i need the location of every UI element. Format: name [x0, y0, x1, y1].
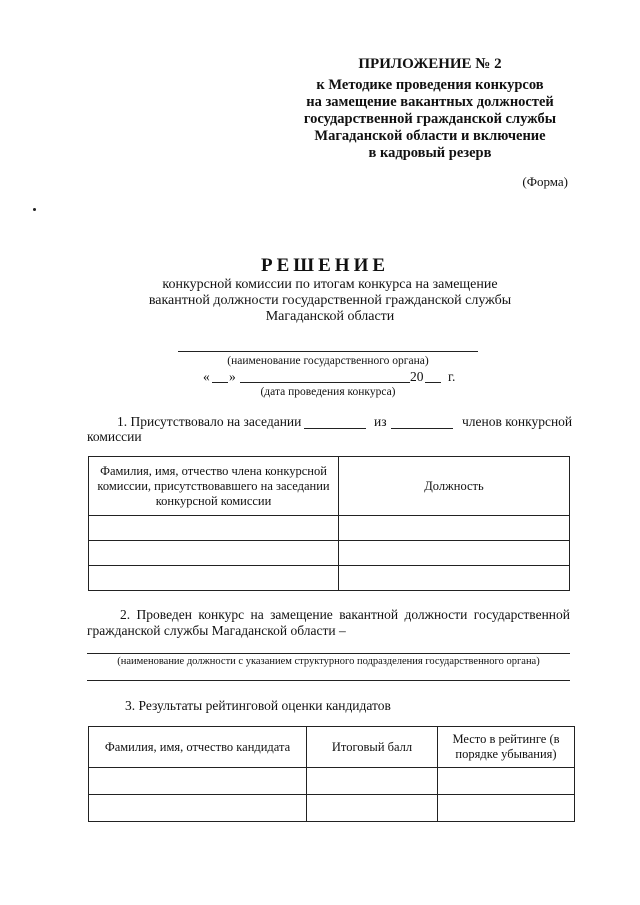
org-caption: (наименование государственного органа) — [227, 355, 429, 367]
date-day-line[interactable] — [212, 382, 228, 383]
position-name-line-2[interactable] — [87, 680, 570, 681]
present-count-line[interactable] — [304, 428, 366, 429]
candidates-rating-table — [88, 726, 575, 822]
section1-text-end: членов конкурсной — [462, 414, 573, 429]
table-cell[interactable] — [89, 795, 307, 822]
table-cell[interactable] — [89, 541, 339, 566]
date-year-prefix: 20 — [410, 369, 424, 384]
position-caption: (наименование должности с указанием структурного подразделения государственного органа) — [117, 656, 540, 667]
appendix-block — [300, 56, 560, 162]
table-cell[interactable] — [89, 566, 339, 591]
header-rating-place: Место в рейтинге (в порядке убывания) — [438, 727, 575, 768]
scan-dot — [33, 208, 36, 211]
table-cell[interactable] — [89, 768, 307, 795]
date-close-quote: » — [229, 369, 236, 384]
date-year-line[interactable] — [425, 382, 441, 383]
header-position: Должность — [339, 457, 570, 516]
form-label: (Форма) — [522, 174, 568, 189]
document-subtitle — [100, 277, 560, 325]
table-header-row — [89, 727, 575, 768]
section2-line1: 2. Проведен конкурс на замещение вакантной должности государственной — [120, 607, 570, 622]
table-cell[interactable] — [307, 795, 438, 822]
header-total-score: Итоговый балл — [307, 727, 438, 768]
header-candidate-name: Фамилия, имя, отчество кандидата — [89, 727, 307, 768]
date-year-suffix: г. — [448, 369, 456, 384]
section1-text-mid: из — [374, 414, 387, 429]
table-header-row — [89, 457, 570, 516]
total-count-line[interactable] — [391, 428, 453, 429]
appendix-line: к Методике проведения конкурсов — [316, 77, 544, 93]
document-title: РЕШЕНИЕ — [260, 255, 390, 276]
table-cell[interactable] — [438, 795, 575, 822]
appendix-line: в кадровый резерв — [368, 145, 492, 161]
date-open-quote: « — [203, 369, 210, 384]
table-cell[interactable] — [339, 541, 570, 566]
position-name-line[interactable] — [87, 653, 570, 654]
appendix-line: государственной гражданской службы — [303, 111, 557, 127]
subtitle-line: Магаданской области — [265, 309, 395, 324]
date-month-line[interactable] — [240, 382, 410, 383]
section1-text-start: 1. Присутствовало на заседании — [117, 414, 302, 429]
org-name-line[interactable] — [178, 351, 478, 352]
appendix-line: Магаданской области и включение — [314, 128, 546, 144]
table-cell[interactable] — [339, 566, 570, 591]
table-row — [89, 541, 570, 566]
table-cell[interactable] — [438, 768, 575, 795]
commission-members-table — [88, 456, 570, 591]
appendix-title: ПРИЛОЖЕНИЕ № 2 — [358, 56, 502, 72]
subtitle-line: конкурсной комиссии по итогам конкурса на замещение — [162, 277, 498, 292]
section2-line2: гражданской службы Магаданской области – — [87, 623, 346, 638]
section3-text: 3. Результаты рейтинговой оценки кандидатов — [125, 698, 391, 713]
subtitle-line: вакантной должности государственной гражданской службы — [148, 293, 512, 308]
date-caption: (дата проведения конкурса) — [260, 386, 396, 398]
section1-text-cont: комиссии — [87, 429, 142, 444]
appendix-line: на замещение вакантных должностей — [306, 94, 554, 110]
table-cell[interactable] — [307, 768, 438, 795]
table-row — [89, 516, 570, 541]
table-row — [89, 768, 575, 795]
table-cell[interactable] — [339, 516, 570, 541]
table-row — [89, 795, 575, 822]
table-row — [89, 566, 570, 591]
header-member-name: Фамилия, имя, отчество члена конкурсной комиссии, присутствовавшего на заседании конкурсной комиссии — [89, 457, 339, 516]
table-cell[interactable] — [89, 516, 339, 541]
